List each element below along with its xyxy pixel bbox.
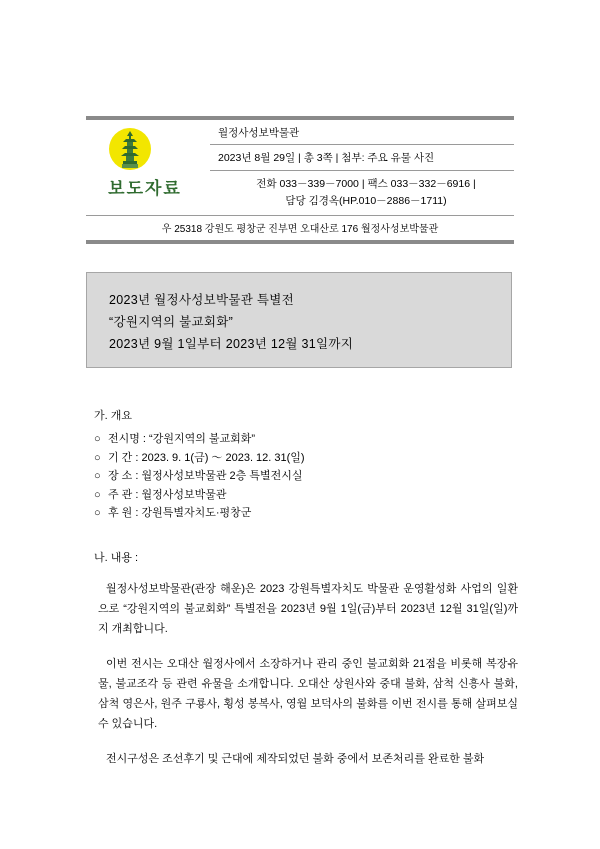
section-heading-content: 나. 내용 : bbox=[94, 551, 139, 564]
museum-logo bbox=[97, 126, 193, 172]
list-item bbox=[86, 486, 516, 505]
contact-phone-fax: 전화 033－339－7000 | 팩스 033－332－6916 | bbox=[256, 178, 476, 190]
list-item bbox=[86, 430, 516, 449]
museum-address: 우 25318 강원도 평창군 진부면 오대산로 176 월정사성보박물관 bbox=[161, 224, 439, 235]
release-meta: 2023년 8월 29일 | 총 3쪽 | 첨부: 주요 유물 사진 bbox=[218, 152, 435, 164]
exhibition-title-box bbox=[86, 272, 512, 368]
exhibition-title-line-2: “강원지역의 불교회화” bbox=[109, 315, 234, 329]
bullet-mark-icon: ○ bbox=[94, 507, 101, 519]
letterhead-body bbox=[86, 120, 514, 215]
bullet-mark-icon: ○ bbox=[94, 470, 101, 482]
letterhead-bottom-rule bbox=[86, 240, 514, 244]
overview-list bbox=[86, 430, 516, 523]
letterhead bbox=[86, 116, 514, 244]
list-item-label: 전시명 : “강원지역의 불교회화” bbox=[108, 433, 256, 445]
body-paragraph: 월정사성보박물관(관장 해운)은 2023 강원특별자치도 박물관 운영활성화 사업의 일환으로 “강원지역의 불교회화” 특별전을 2023년 9월 1일(금)부터 2023년 12월 31일(일)까지 개최합니다. bbox=[98, 582, 518, 635]
bullet-mark-icon: ○ bbox=[94, 451, 101, 464]
bullet-mark-icon: ○ bbox=[94, 488, 101, 501]
press-release-title: 보도자료 bbox=[108, 179, 182, 198]
pagoda-icon bbox=[120, 130, 140, 170]
list-item bbox=[86, 504, 516, 523]
exhibition-title-line-3: 2023년 9월 1일부터 2023년 12월 31일까지 bbox=[109, 337, 354, 351]
list-item-label: 장 소 : 월정사성보박물관 2층 특별전시실 bbox=[108, 470, 303, 482]
letterhead-logo-block bbox=[86, 124, 204, 212]
list-item-label: 주 관 : 월정사성보박물관 bbox=[108, 488, 227, 501]
section-heading-overview: 가. 개요 bbox=[94, 410, 132, 422]
list-item-label: 기 간 : 2023. 9. 1(금) ～ 2023. 12. 31(일) bbox=[108, 451, 305, 464]
exhibition-title-line-1: 2023년 월정사성보박물관 특별전 bbox=[109, 293, 295, 307]
body-paragraph: 전시구성은 조선후기 및 근대에 제작되었던 불화 중에서 보존처리를 완료한 불화 bbox=[106, 752, 485, 765]
letterhead-info-block bbox=[204, 124, 514, 212]
list-item bbox=[86, 449, 516, 468]
contact-person: 담당 김경옥(HP.010－2886－1711) bbox=[285, 195, 447, 207]
bullet-mark-icon: ○ bbox=[94, 433, 101, 445]
document-body bbox=[86, 407, 516, 784]
list-item bbox=[86, 467, 516, 486]
list-item-label: 후 원 : 강원특별자치도·평창군 bbox=[108, 507, 252, 519]
museum-name: 월정사성보박물관 bbox=[218, 127, 300, 139]
body-paragraph: 이번 전시는 오대산 월정사에서 소장하거나 관리 중인 불교회화 21점을 비롯해 복장유물, 불교조각 등 관련 유물을 소개합니다. 오대산 상원사와 중대 불화, 삼척 신흥사 불화, 삼척 영은사, 원주 구룡사, 횡성 봉복사, 영월 보덕사의 불화를 이번 전시를 통해 살펴보실 수 있습니다. bbox=[98, 657, 518, 730]
